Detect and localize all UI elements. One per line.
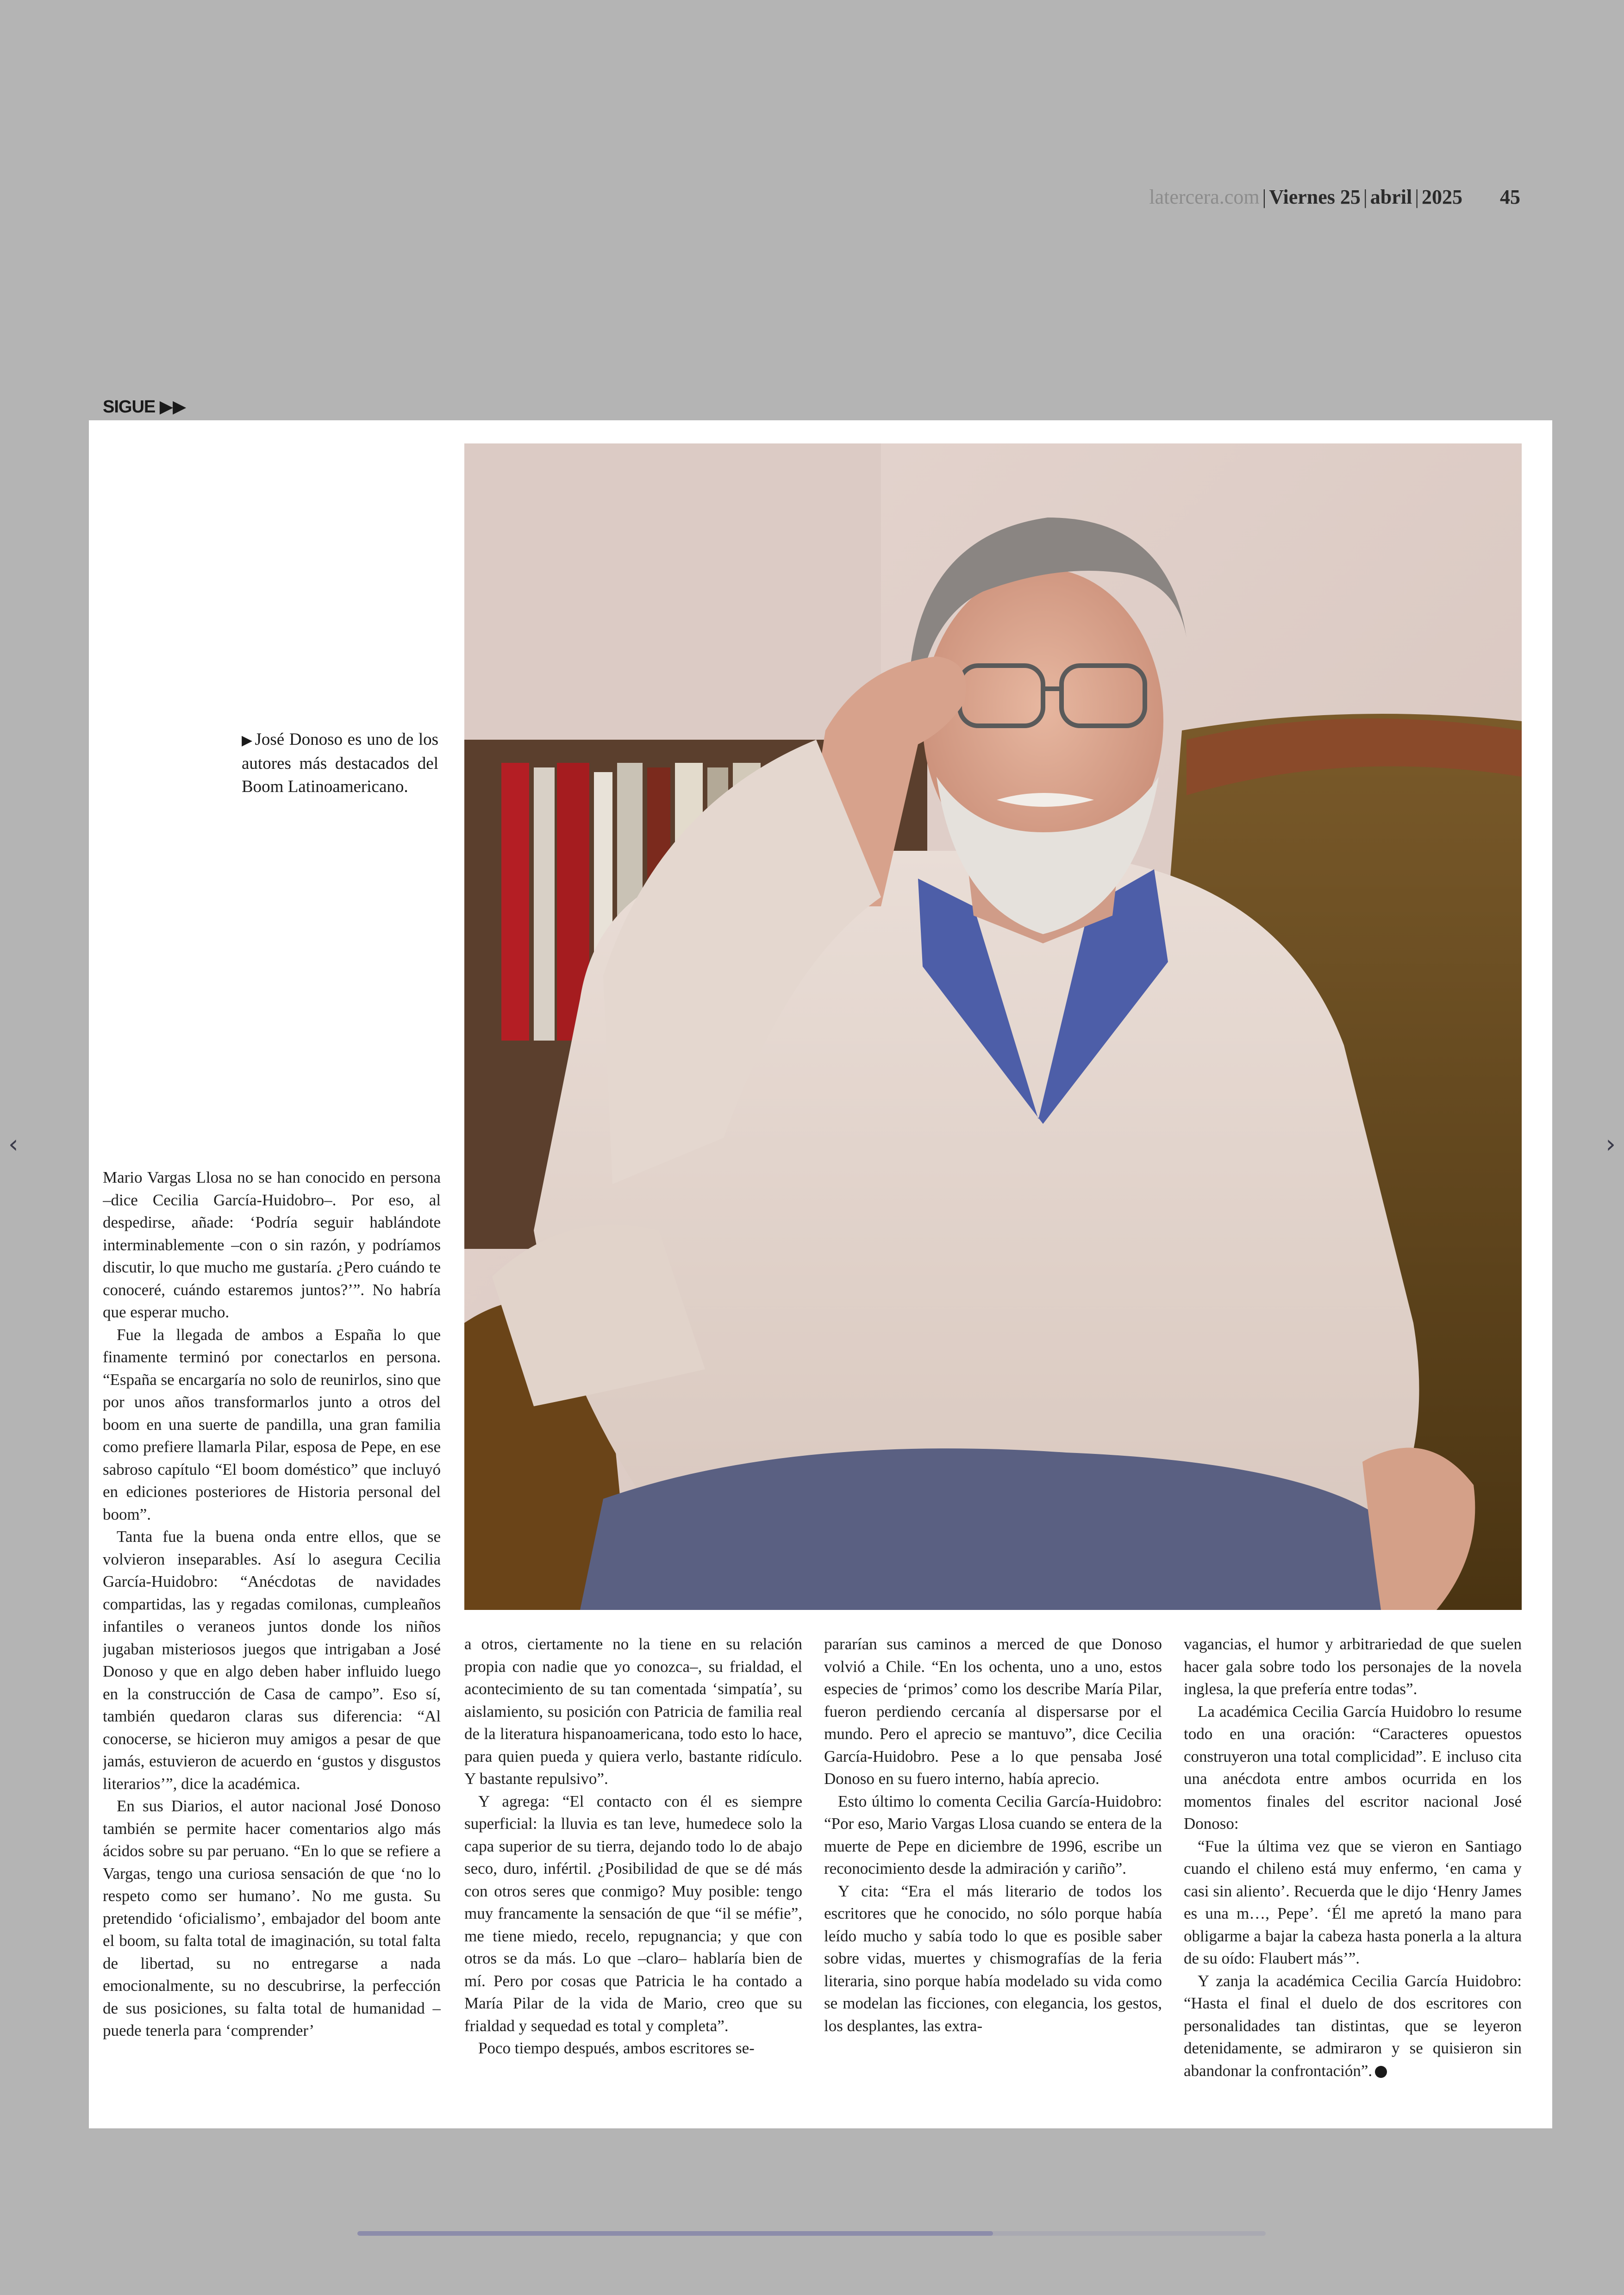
section-marker: SIGUE ▶▶ bbox=[103, 397, 186, 417]
next-page-button[interactable]: › bbox=[1605, 1129, 1616, 1159]
site-name: latercera.com bbox=[1149, 186, 1260, 208]
paragraph: Mario Vargas Llosa no se han conocido en persona –dice Cecilia García-Huidobro–. Por eso, al despedirse, añade: ‘Podría seguir hablándote interminablemente –con o sin razón, y podríamos discutir, lo que mucho me gustaría. ¿Pero cuándo te conoceré, cuándo estaremos juntos?’”. No habría que esperar mucho. bbox=[103, 1168, 441, 1321]
paragraph: La académica Cecilia García Huidobro lo resume todo en una oración: “Caracteres opuestos construyeron una total complicidad”. E incluso cita una anécdota entre ambos ocurrida en los momentos finales del escritor nacional José Donoso: bbox=[1184, 1702, 1522, 1833]
article-column-4 bbox=[1184, 1633, 1522, 2110]
caption-text: José Donoso es uno de los autores más destacados del Boom Latinoamericano. bbox=[242, 730, 439, 796]
paragraph: Tanta fue la buena onda entre ellos, que se volvieron inseparables. Así lo asegura Cecilia García-Huidobro: “Anécdotas de navidades compartidas, las y regadas comilonas, cumpleaños infantiles o veraneos juntos donde los niños jugaban misteriosos juegos que intrigaban a José Donoso y que en algo deben haber influido luego en la construcción de Casa de campo”. Eso sí, también quedaron claras sus diferencia: “Al conocerse, se hicieron muy amigos a pesar de que jamás, estuvieron de acuerdo en ‘gustos y disgustos literarios’”, dice la académica. bbox=[103, 1528, 441, 1793]
portrait-illustration bbox=[464, 443, 1522, 1610]
page-header bbox=[1149, 185, 1520, 209]
paragraph: Esto último lo comenta Cecilia García-Huidobro: “Por eso, Mario Vargas Llosa cuando se entera de la muerte de Pepe en diciembre de 1996, escribe un reconocimiento desde la admiración y cariño”. bbox=[824, 1792, 1162, 1877]
caption-triangle-icon: ▶ bbox=[242, 733, 253, 748]
previous-page-button[interactable]: ‹ bbox=[8, 1129, 19, 1159]
paragraph: En sus Diarios, el autor nacional José Donoso también se permite hacer comentarios algo más ácidos sobre su par peruano. “En lo que se refiere a Vargas, tengo una curiosa sensación de que ‘no lo respeto como ser humano’. No me gusta. Su pretendido ‘oficialismo’, embajador del boom ante el boom, su falta total de imaginación, su total falta de libertad, su no entregarse a nada emocionalmente, su no descubrirse, la perfección de sus posiciones, su falta total de humanidad –puede tenerla para ‘comprender’ bbox=[103, 1797, 441, 2039]
header-year: 2025 bbox=[1422, 186, 1462, 208]
article-column-3 bbox=[824, 1633, 1162, 2110]
photo-caption bbox=[242, 728, 438, 798]
paragraph-text: Y zanja la académica Cecilia García Huidobro: “Hasta el final el duelo de dos escritores con personalidades tan distintas, que se leyeron detenidamente, se admiraron y se quisieron sin abandonar la confrontación”. bbox=[1184, 1971, 1522, 2080]
end-of-article-icon bbox=[1375, 2066, 1387, 2078]
paragraph-last bbox=[1184, 1970, 1522, 2083]
article-column-1 bbox=[103, 1166, 441, 2111]
header-month: abril bbox=[1370, 186, 1412, 208]
reading-progress-fill bbox=[357, 2231, 993, 2236]
paragraph: a otros, ciertamente no la tiene en su relación propia con nadie que yo conozca–, su frialdad, el acontecimiento de su tan comentada ‘simpatía’, su aislamiento, su posición con Patricia de familia real de la literatura hispanoamericana, todo esto lo hace, para quien pueda y quiera verlo, bastante ridículo. Y bastante repulsivo”. bbox=[464, 1635, 802, 1788]
paragraph: pararían sus caminos a merced de que Donoso volvió a Chile. “En los ochenta, uno a uno, estos especies de ‘primos’ como los describe María Pilar, fueron perdiendo cercanía al dispersarse por el mundo. Pero el aprecio se mantuvo”, dice Cecilia García-Huidobro. Pese a lo que pensaba José Donoso en su fuero interno, había aprecio. bbox=[824, 1635, 1162, 1788]
article-column-2 bbox=[464, 1633, 802, 2110]
reading-progress-bar[interactable] bbox=[357, 2231, 1266, 2236]
page-number: 45 bbox=[1500, 186, 1520, 208]
header-separator: | bbox=[1262, 186, 1267, 208]
paragraph: Y agrega: “El contacto con él es siempre superficial: la lluvia es tan leve, humedece solo la capa superior de su tierra, dejando todo lo de abajo seco, duro, infértil. ¿Posibilidad de que se dé más con otros seres que conmigo? Muy posible: tengo muy francamente la sensación de que “il se méfie”, me tiene miedo, recelo, repugnancia; y que con otros se da más. Lo que –claro– hablaría bien de mí. Pero por cosas que Patricia le ha contado a María Pilar de la vida de Mario, creo que su frialdad y sequedad es total y completa”. bbox=[464, 1792, 802, 2035]
header-separator: | bbox=[1363, 186, 1368, 208]
header-weekday: Viernes 25 bbox=[1269, 186, 1361, 208]
paragraph: “Fue la última vez que se vieron en Santiago cuando el chileno está muy enfermo, ‘en cama y casi sin aliento’. Recuerda que le dijo ‘Henry James es una m…, Pepe’. ‘Él me apretó la mano para obligarme a bajar la cabeza hasta ponerla a la altura de su oído: Flaubert más’”. bbox=[1184, 1837, 1522, 1967]
author-photo bbox=[464, 443, 1522, 1610]
paragraph: vagancias, el humor y arbitrariedad de que suelen hacer gala sobre todo los personajes de la novela inglesa, la que prefería entre todas”. bbox=[1184, 1635, 1522, 1698]
header-separator: | bbox=[1415, 186, 1419, 208]
paragraph: Fue la llegada de ambos a España lo que finamente terminó por conectarlos en persona. “España se encargaría no solo de reunirlos, sino que por unos años transformarlos junto a otros del boom en una suerte de pandilla, una gran familia como prefiere llamarla Pilar, esposa de Pepe, en ese sabroso capítulo “El boom doméstico” que incluyó en ediciones posteriores de Historia personal del boom”. bbox=[103, 1325, 441, 1523]
paragraph: Poco tiempo después, ambos escritores se- bbox=[478, 2039, 755, 2057]
paragraph: Y cita: “Era el más literario de todos los escritores que he conocido, no sólo porque había leído mucho y sabía todo lo que es posible saber sobre vidas, muertes y chismografías de la feria literaria, sino porque había modelado su vida como se modelan las ficciones, con elegancia, los gestos, los desplantes, las extra- bbox=[824, 1882, 1162, 2035]
newspaper-page bbox=[89, 420, 1552, 2128]
